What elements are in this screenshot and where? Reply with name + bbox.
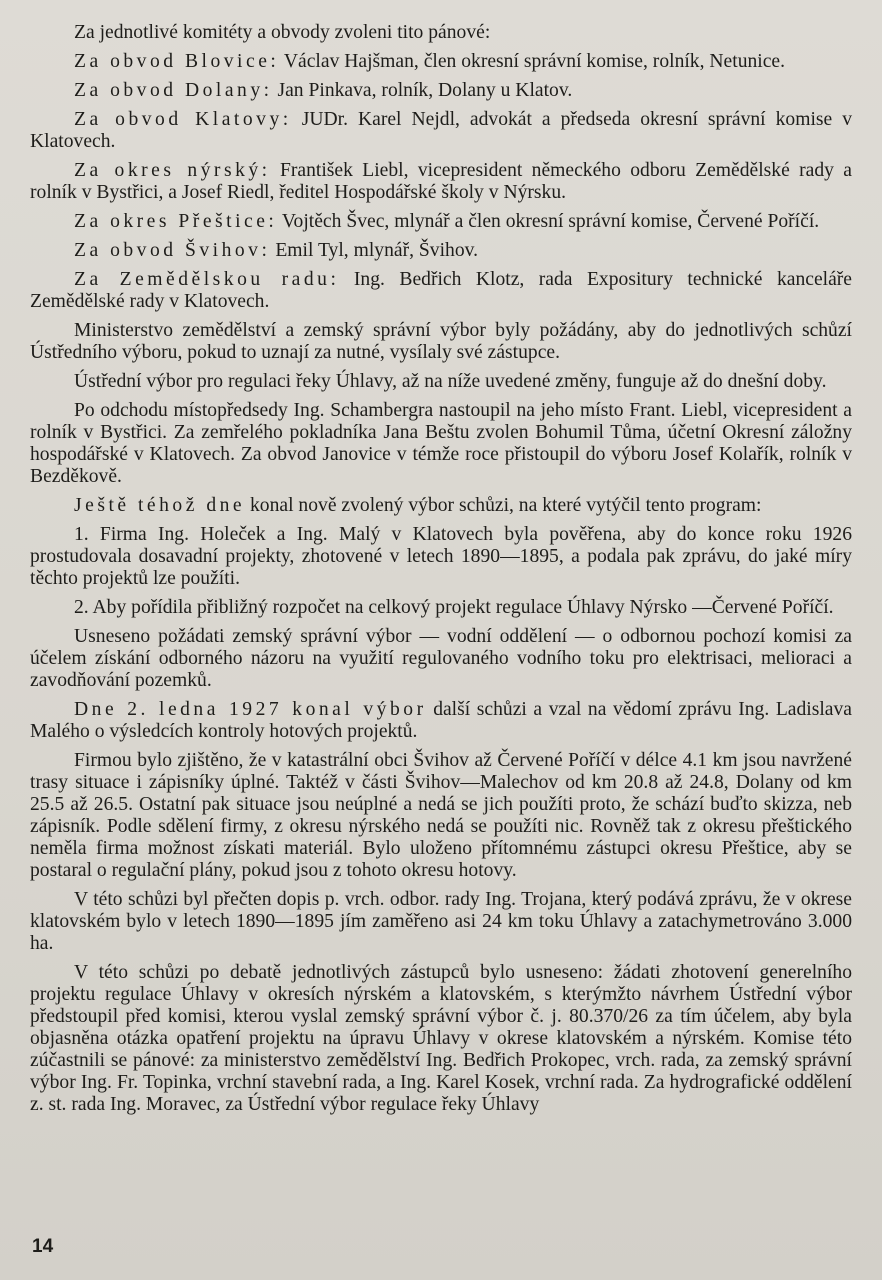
paragraph-text: 2. Aby pořídila přibližný rozpočet na celkový projekt regulace Úhlavy Nýrsko —Červené Poříčí. (74, 597, 834, 618)
paragraph-firmou (30, 750, 852, 882)
paragraph-text: 1. Firma Ing. Holeček a Ing. Malý v Klatovech byla pověřena, aby do konce roku 1926 prostudovala dosavadní projekty, zhotovené v letech 1890—1895, a podala pak zprávu, do jaké míry těchto projektů lze použíti. (30, 524, 852, 589)
paragraph-intro (30, 22, 852, 44)
paragraph-ustredni-vybor (30, 371, 852, 393)
paragraph-lead: Za obvod Dolany: (74, 80, 273, 101)
paragraph-text: Václav Hajšman, člen okresní správní komise, rolník, Netunice. (279, 51, 786, 72)
paragraph-prestice (30, 211, 852, 233)
paragraph-text: Jan Pinkava, rolník, Dolany u Klatov. (272, 80, 573, 101)
paragraph-usneseno (30, 626, 852, 692)
paragraph-lead: Za okres Přeštice: (74, 211, 278, 232)
paragraph-ministerstvo (30, 320, 852, 364)
paragraph-text: Za jednotlivé komitéty a obvody zvoleni tito pánové: (74, 22, 491, 43)
paragraph-blovice (30, 51, 852, 73)
paragraph-point-2 (30, 597, 852, 619)
paragraph-lead: Ještě téhož dne (74, 495, 246, 516)
paragraph-text: V této schůzi po debatě jednotlivých zástupců bylo usneseno: žádati zhotovení generelního projektu regulace Úhlavy v okresích nýrském a klatovském, s kterýmžto návrhem Ústřední výbor předstoupil před komisi, kterou vyslal zemský správní výbor č. j. 80.370/26 za tím účelem, aby byla objasněna otázka opatření projektu na úpravu Úhlavy v okrese klatovském a nýrském. Komise této zúčastnili se pánové: za ministerstvo zemědělství Ing. Bedřich Prokopec, vrch. rada, za zemský správní výbor Ing. Fr. Topinka, vrchní stavební rada, a Ing. Karel Kosek, vrchní rada. Za hydrografické oddělení z. st. rada Ing. Moravec, za Ústřední výbor regulace řeky Úhlavy (30, 962, 852, 1115)
paragraph-lead: Za obvod Blovice: (74, 51, 280, 72)
paragraph-zmeny (30, 400, 852, 488)
paragraph-text: Ústřední výbor pro regulaci řeky Úhlavy, až na níže uvedené změny, funguje až do dnešní doby. (74, 371, 827, 392)
paragraph-text: František Liebl, vicepresident německého odboru Zemědělské rady a rolník v Bystřici, a Josef Riedl, ředitel Hospodářské školy v Nýrsku. (30, 160, 852, 203)
paragraph-text: Vojtěch Švec, mlynář a člen okresní správní komise, Červené Poříčí. (277, 211, 820, 232)
paragraph-point-1 (30, 524, 852, 590)
paragraph-lead: Za obvod Švihov: (74, 240, 271, 261)
paragraph-lead: Za Zemědělskou radu: (74, 269, 340, 290)
paragraph-text: Emil Tyl, mlynář, Švihov. (270, 240, 479, 261)
paragraph-lead: Dne 2. ledna 1927 konal výbor (74, 699, 427, 720)
paragraph-svihov (30, 240, 852, 262)
page-number: 14 (32, 1236, 54, 1257)
paragraph-klatovy (30, 109, 852, 153)
paragraph-text: Ministerstvo zemědělství a zemský správní výbor byly požádány, aby do jednotlivých schůzí Ústředního výboru, pokud to uznají za nutné, vysílaly své zástupce. (30, 320, 852, 363)
paragraph-debata (30, 962, 852, 1116)
paragraph-program (30, 495, 852, 517)
paragraph-text: Po odchodu místopředsedy Ing. Schambergra nastoupil na jeho místo Frant. Liebl, vicepresident a rolník v Bystřici. Za zemřelého pokladníka Jana Beštu zvolen Bohumil Tůma, účetní Okresní záložny hospodářské v Klatovech. Za obvod Janovice v témže roce přistoupil do výboru Josef Kolařík, rolník v Bezděkově. (30, 400, 852, 487)
paragraph-text: JUDr. Karel Nejdl, advokát a předseda okresní správní komise v Klatovech. (30, 109, 852, 152)
paragraph-lead: Za okres nýrský: (74, 160, 271, 181)
paragraph-dopis (30, 889, 852, 955)
paragraph-nyrsky (30, 160, 852, 204)
paragraph-lead: Za obvod Klatovy: (74, 109, 292, 130)
paragraph-text: konal nově zvolený výbor schůzi, na které vytýčil tento program: (245, 495, 762, 516)
paragraph-text: Ing. Bedřich Klotz, rada Expositury technické kanceláře Zemědělské rady v Klatovech. (30, 269, 852, 312)
paragraph-dolany (30, 80, 852, 102)
paragraph-leden-1927 (30, 699, 852, 743)
paragraph-text: V této schůzi byl přečten dopis p. vrch. odbor. rady Ing. Trojana, který podává zprávu, že v okrese klatovském bylo v letech 1890—1895 jím zaměřeno asi 24 km toku Úhlavy a zatachymetrováno 3.000 ha. (30, 889, 852, 954)
paragraph-text: Firmou bylo zjištěno, že v katastrální obci Švihov až Červené Poříčí v délce 4.1 km jsou navržené trasy situace i zápisníky úplné. Taktéž v části Švihov—Malechov od km 20.8 až 24.8, Dolany od km 25.5 až 26.5. Ostatní pak situace jsou neúplné a nedá se jich použíti proto, že schází buďto skizza, neb zápisník. Podle sdělení firmy, z okresu nýrského nedá se použíti nic. Rovněž tak z okresu přeštického neměla firma možnost získati materiál. Bylo uloženo přítomnému zástupci okresu Přeštice, aby se postaral o regulační plány, pokud jsou z tohoto okresu hotovy. (30, 750, 852, 881)
paragraph-zemedelska-rada (30, 269, 852, 313)
body-text (30, 22, 852, 1123)
paragraph-text: Usneseno požádati zemský správní výbor — vodní oddělení — o odbornou pochozí komisi za účelem získání odborného názoru na využití regulovaného vodního toku pro elektrisaci, melioraci a zavodňování pozemků. (30, 626, 852, 691)
paragraph-text: další schůzi a vzal na vědomí zprávu Ing. Ladislava Malého o výsledcích kontroly hotových projektů. (30, 699, 852, 742)
